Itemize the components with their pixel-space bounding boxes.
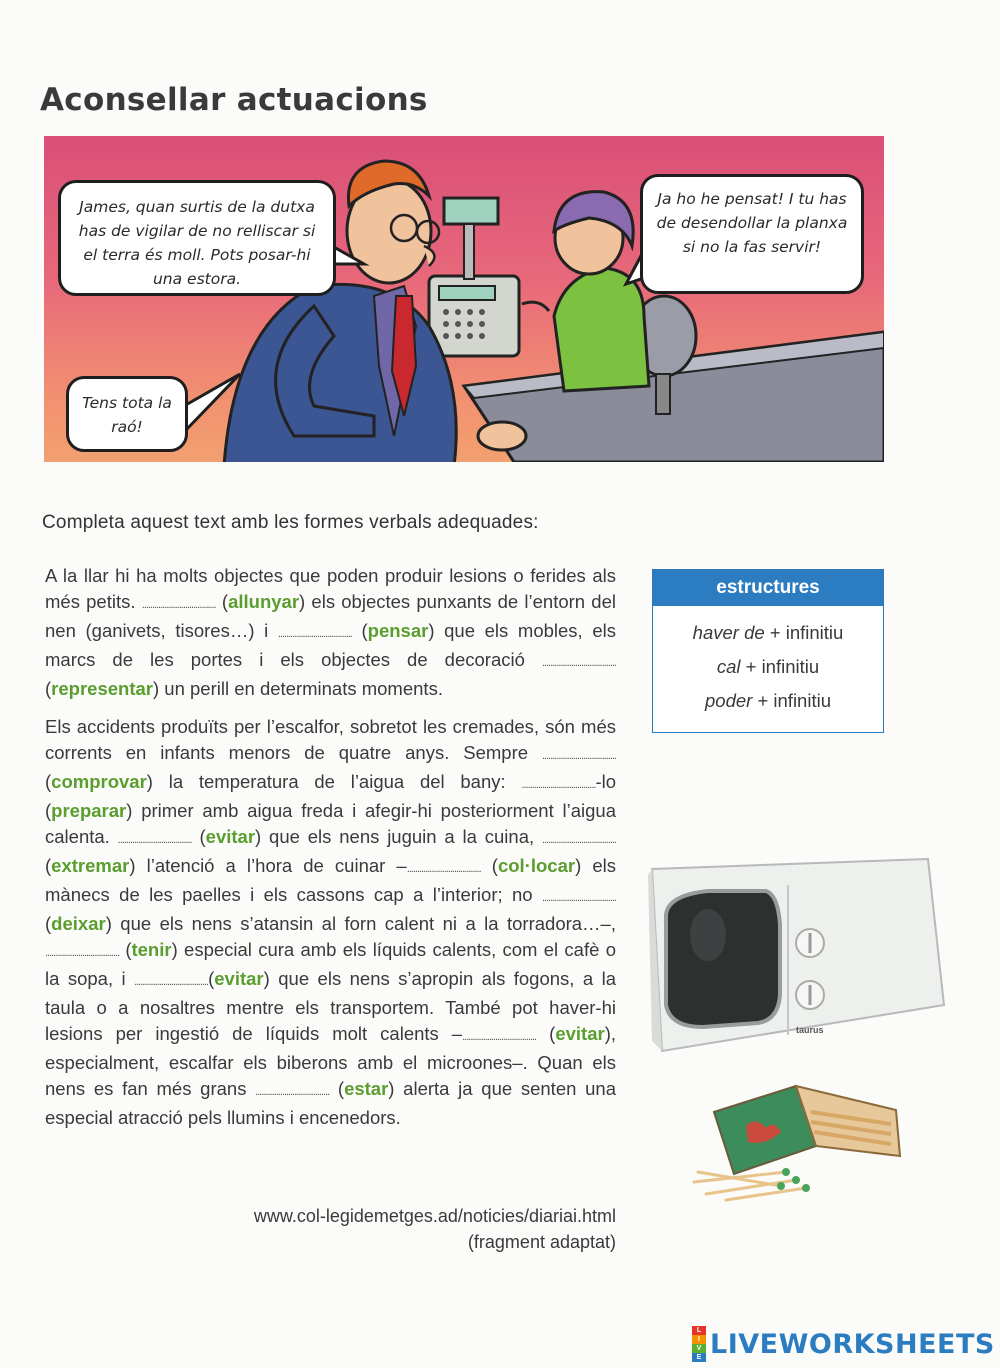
microwave-image (648, 855, 948, 1055)
text-segment: els objectes punxants de l’entorn del nen (ganivets, tisores…) i (45, 591, 616, 641)
text-segment: A la llar hi ha molts objectes que poden produir lesions o ferides als més petits. (45, 565, 616, 612)
verb-hint: evitar (214, 968, 264, 989)
answer-blank[interactable]: .................................... (117, 834, 192, 846)
verb-hint: deixar (51, 913, 106, 934)
text-segment: l’atenció a l’hora de cuinar – (135, 855, 407, 876)
verb-hint: estar (344, 1078, 389, 1099)
comic-illustration (44, 136, 884, 462)
logo-text: LIVEWORKSHEETS (710, 1328, 995, 1360)
text-segment: que els nens juguin a la cuina, (261, 826, 542, 847)
microwave-brand: taurus (796, 1025, 824, 1035)
page-title: Aconsellar actuacions (40, 82, 428, 118)
text-segment: que els nens s’atansin al forn calent ni a la torradora…–, (111, 913, 616, 934)
verb-hint: preparar (51, 800, 127, 821)
answer-blank[interactable]: .................................... (134, 976, 209, 988)
text-segment: primer amb aigua freda i afegir-hi posteriorment l’aigua calenta. (45, 800, 616, 847)
verb-hint: representar (51, 678, 153, 699)
answer-blank[interactable]: .................................... (255, 1086, 330, 1098)
text-segment: Els accidents produïts per l’escalfor, sobretot les cremades, són més corrents en infants menors de quatre anys. Sempre (45, 716, 616, 763)
paragraph-2: Els accidents produïts per l’escalfor, sobretot les cremades, són més corrents en infants menors de quatre anys. Sempre .................................... (comprovar) la temperatura de l’aigua del bany: ....................................-lo (preparar) primer amb aigua freda i afegir-hi posteriorment l’aigua calenta. .................................... (evitar) que els nens juguin a la cuina, .................................... (extremar) l’atenció a l’hora de cuinar –.................................... (col·locar) els mànecs de les paelles i els cassons cap a l’interior; no .................................... (deixar) que els nens s’atansin al forn calent ni a la torradora…–, .................................... (tenir) especial cura amb els líquids calents, com el cafè o la sopa, i ....................................(evitar) que els nens s’apropin als fogons, a la taula o a nosaltres mentre els transportem. També pot haver-hi lesions per ingestió de líquids molt calents –.................................... (evitar), especialment, escalfar els biberons amb el microones–. Quan els nens es fan més grans .................................... (estar) alerta ja que senten una especial atracció pels llumins i encenedors. (45, 716, 616, 1128)
verb-hint: pensar (367, 620, 429, 641)
answer-blank[interactable]: .................................... (541, 657, 616, 669)
exercise-text (45, 563, 616, 1143)
liveworksheets-logo[interactable] (692, 1329, 995, 1359)
verb-hint: allunyar (228, 591, 300, 612)
text-segment: els mànecs de les paelles i els cassons cap a l’interior; no (45, 855, 616, 905)
structure-item: poder + infinitiu (705, 690, 831, 711)
structures-box (652, 569, 884, 733)
answer-blank[interactable]: .................................... (406, 863, 481, 875)
structure-item: cal + infinitiu (716, 656, 820, 677)
structures-list (653, 606, 883, 718)
verb-hint: tenir (131, 939, 172, 960)
answer-blank[interactable]: .................................... (141, 599, 216, 611)
text-segment: la temperatura de l’aigua del bany: (152, 771, 522, 792)
text-segment: especial cura amb els líquids calents, com el cafè o la sopa, i (45, 939, 616, 989)
text-segment: que els nens s’apropin als fogons, a la taula o a nosaltres mentre els transportem. També pot haver-hi lesions per ingestió de líquids molt calents – (45, 968, 616, 1044)
verb-hint: comprovar (51, 771, 147, 792)
answer-blank[interactable]: .................................... (277, 628, 352, 640)
source-note: (fragment adaptat) (467, 1232, 616, 1252)
paragraph-1: A la llar hi ha molts objectes que poden produir lesions o ferides als més petits. .................................... (allunyar) els objectes punxants de l’entorn del nen (ganivets, tisores…) i .................................... (pensar) que els mobles, els marcs de les portes i els objectes de decoració .................................... (representar) un perill en determinats moments. (45, 565, 616, 699)
answer-blank[interactable]: .................................... (541, 892, 616, 904)
answer-blank[interactable]: .................................... (521, 779, 596, 791)
text-segment: que els mobles, els marcs de les portes i els objectes de decoració (45, 620, 616, 670)
text-segment: un perill en determinats moments. (159, 678, 443, 699)
source-citation (254, 1203, 616, 1255)
speech-bubble-reply: Tens tota la raó! (66, 376, 188, 452)
verb-hint: evitar (205, 826, 256, 847)
matchbox-image (686, 1076, 906, 1206)
answer-blank[interactable]: .................................... (462, 1031, 537, 1043)
text-segment: , especialment, escalfar els biberons amb el microones–. Quan els nens es fan més grans (45, 1023, 616, 1099)
logo-mark-icon: L I V E (692, 1326, 706, 1362)
speech-bubble-james: James, quan surtis de la dutxa has de vigilar de no relliscar si el terra és moll. Pots posar-hi una estora. (58, 180, 336, 296)
structure-item: haver de + infinitiu (692, 622, 844, 643)
verb-hint: col·locar (497, 855, 576, 876)
text-segment: -lo (595, 771, 616, 792)
answer-blank[interactable]: .................................... (541, 750, 616, 762)
exercise-instruction: Completa aquest text amb les formes verbals adequades: (42, 512, 539, 533)
verb-hint: evitar (555, 1023, 605, 1044)
text-segment: alerta ja que senten una especial atracció pels llumins i encenedors. (45, 1078, 616, 1128)
source-url: www.col-legidemetges.ad/noticies/diariai.html (253, 1206, 616, 1226)
structures-header: estructures (653, 570, 883, 606)
speech-bubble-woman: Ja ho he pensat! I tu has de desendollar la planxa si no la fas servir! (640, 174, 864, 294)
answer-blank[interactable]: .................................... (45, 947, 120, 959)
verb-hint: extremar (51, 855, 130, 876)
answer-blank[interactable]: .................................... (541, 834, 616, 846)
